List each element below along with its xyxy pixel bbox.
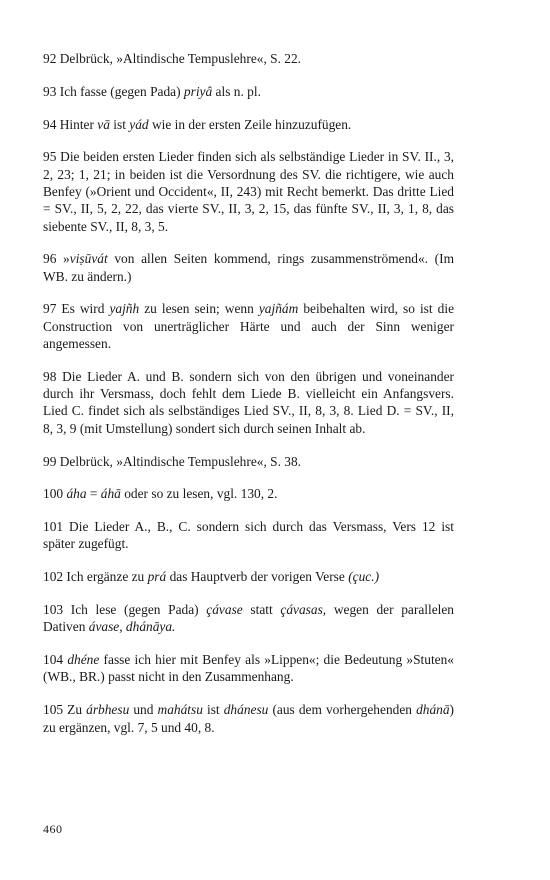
page-number: 460 <box>43 822 63 836</box>
endnote-97 <box>43 300 454 352</box>
endnote-104 <box>43 651 454 686</box>
note-text: 99 Delbrück, »Altindische Tempuslehre«, S. 38. <box>43 453 302 469</box>
italic-term: priyâ <box>183 83 213 99</box>
note-text: 103 Ich lese (gegen Pada) <box>43 602 207 618</box>
note-text: das Hauptverb der vorigen Verse <box>166 569 349 585</box>
note-text: wegen der parallelen Dativen <box>43 602 455 635</box>
italic-term: áhā <box>100 486 121 502</box>
notes-column <box>43 50 454 751</box>
italic-term: ávase, dhánāya. <box>88 619 176 635</box>
note-text: zu lesen sein; wenn <box>139 301 259 317</box>
italic-term: yajñh <box>109 301 140 317</box>
note-text: 96 » <box>43 251 70 267</box>
endnote-99 <box>43 453 454 470</box>
endnote-100 <box>43 485 454 502</box>
endnote-96 <box>43 250 454 285</box>
endnote-95 <box>43 148 454 234</box>
italic-term: dhánesu <box>223 702 269 718</box>
note-text: ist <box>109 116 130 132</box>
note-text: = <box>86 486 101 502</box>
note-text: 94 Hinter <box>43 116 98 132</box>
italic-term: yád <box>129 116 149 132</box>
note-text: fasse ich hier mit Benfey als »Lippen«; die Bedeutung »Stuten« (WB., BR.) passt nicht in den Zusammenhang. <box>43 652 454 685</box>
note-text: 101 Die Lieder A., B., C. sondern sich durch das Versmass, Vers 12 ist später zugefügt. <box>43 519 454 552</box>
italic-term: çávasas, <box>280 602 327 618</box>
note-text: 102 Ich ergänze zu <box>43 569 148 585</box>
italic-term: mahátsu <box>157 702 203 718</box>
italic-term: çávase <box>206 602 243 618</box>
note-text: 98 Die Lieder A. und B. sondern sich von den übrigen und voneinander durch ihr Versmass, doch fehlt dem Liede B. vielleicht ein Anfangsvers. Lied C. findet sich als selbständiges Lied SV., II, 8, 3, 8. Lied D. = SV., II, 8, 3, 9 (mit Umstellung) sondert sich durch seinen Inhalt ab. <box>43 368 454 436</box>
note-text: ist <box>202 702 224 718</box>
note-text: 105 Zu <box>43 702 87 718</box>
endnote-92 <box>43 50 454 67</box>
note-text: beibehalten wird, so ist die Construction von unerträglicher Härte und auch der Sinn weniger angemessen. <box>43 301 455 352</box>
endnote-103 <box>43 601 454 636</box>
italic-term: yajñám <box>258 301 299 317</box>
note-text: statt <box>242 602 281 618</box>
italic-term: dhéne <box>67 652 100 668</box>
note-text: als n. pl. <box>212 83 261 99</box>
note-text: von allen Seiten kommend, rings zusammenströmend«. (Im WB. zu ändern.) <box>43 251 454 284</box>
endnote-101 <box>43 518 454 553</box>
note-text: ) zu ergänzen, vgl. 7, 5 und 40, 8. <box>43 702 455 735</box>
endnote-105 <box>43 701 454 736</box>
italic-term: (çuc.) <box>348 569 380 585</box>
note-text: 93 Ich fasse (gegen Pada) <box>43 83 184 99</box>
note-text: 92 Delbrück, »Altindische Tempuslehre«, S. 22. <box>43 51 302 66</box>
endnote-102 <box>43 568 454 585</box>
italic-term: prá <box>147 569 167 585</box>
note-text: 104 <box>43 652 68 668</box>
endnote-98 <box>43 368 454 437</box>
note-text: 100 <box>43 486 67 502</box>
italic-term: árbhesu <box>86 702 130 718</box>
note-text: oder so zu lesen, vgl. 130, 2. <box>120 486 278 502</box>
italic-term: áha <box>66 486 87 502</box>
endnote-94 <box>43 116 454 133</box>
italic-term: dhánā <box>416 702 450 718</box>
note-text: (aus dem vorhergehenden <box>268 702 417 718</box>
endnote-93 <box>43 83 454 100</box>
note-text: und <box>129 702 158 718</box>
note-text: 97 Es wird <box>43 301 110 317</box>
note-text: wie in der ersten Zeile hinzuzufügen. <box>148 116 352 132</box>
italic-term: viṣūvát <box>69 251 108 267</box>
italic-term: vā <box>97 116 110 132</box>
note-text: 95 Die beiden ersten Lieder finden sich als selbständige Lieder in SV. II., 3, 2, 23; 1, 21; in beiden ist die Versordnung des SV. die richtigere, wie auch Benfey (»Orient und Occident«, II, 243) mit Recht bemerkt. Das dritte Lied = SV., II, 5, 2, 22, das vierte SV., II, 3, 2, 15, das fünfte SV., II, 3, 1, 8, das siebente SV., II, 8, 3, 5. <box>43 149 454 234</box>
